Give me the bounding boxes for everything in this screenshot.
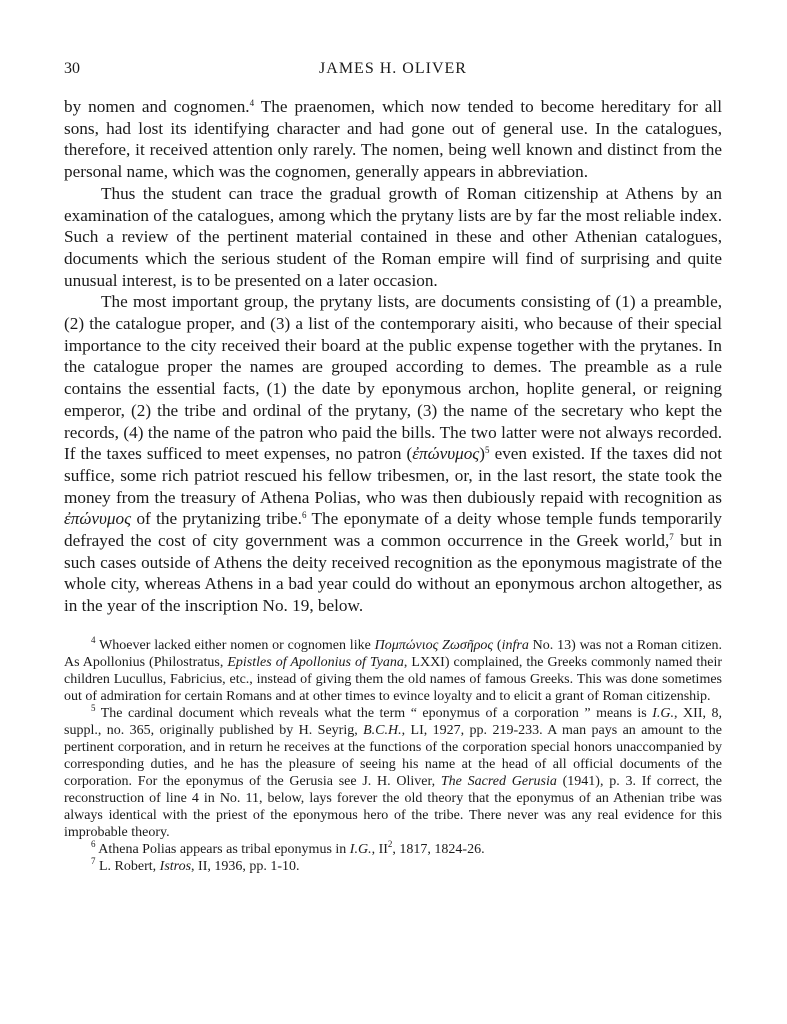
greek-term-eponymos: ἐπώνυμος <box>64 509 132 529</box>
footnote-ref-5: 5 <box>485 445 490 456</box>
footnote-7: $^7$ L. Robert, Istros, II, 1936, pp. 1-10. <box>91 855 300 874</box>
paragraph-2: Thus the student can trace the gradual growth of Roman citizenship at Athens by an examination of the catalogues, among which the prytany lists are by far the most reliable index. Such a review of the pertinent material contained in these and other Athenian catalogues, documents which the serious student of the Roman empire will find of surprising and quite unusual interest, is to be presented on a later occasion. <box>64 183 722 290</box>
body-text <box>64 96 722 617</box>
footnote-ref-6: 6 <box>301 510 307 521</box>
running-head: JAMES H. OLIVER <box>319 60 467 77</box>
paragraph-1: by nomen and cognomen.$^4$ The praenomen, which now tended to become hereditary for all sons, had lost its identifying character and had gone out of general use. In the catalogues, therefore, it received attention only rarely. The nomen, being well known and distinct from the personal name, which was the cognomen, generally appears in abbreviation. <box>64 97 722 182</box>
footnote-4: $^4$ Whoever lacked either nomen or cognomen like Πομπώνιος Ζωσῆρος (infra No. 13) was not a Roman citizen. As Apollonius (Philostratus, Epistles of Apollonius of Tyana, LXXI) complained, the Greeks commonly named their children Lucullus, Fabricius, etc., instead of giving them the old names of famous Greeks. This was done sometimes out of admiration for certain Romans and at other times to evince loyalty and to elicit a grant of Roman citizenship. <box>64 634 723 704</box>
page-number: 30 <box>64 60 80 77</box>
page <box>64 60 722 875</box>
footnote-ref-4: 4 <box>249 98 255 108</box>
greek-term-eponymos: ἐπώνυμος <box>412 444 480 464</box>
footnote-5: $^5$ The cardinal document which reveals what the term “ eponymus of a corporation ” means is I.G., XII, 8, suppl., no. 365, originally published by H. Seyrig, B.C.H., LI, 1927, pp. 219-233. A man pays an amount to the pertinent corporation, and in return he receives at the functions of the corporation special honors unaccompanied by corresponding duties, and he has the pleasure of seeing his name at the head of all official documents of the corporation. For the eponymus of the Gerusia see J. H. Oliver, The Sacred Gerusia (1941), p. 3. If correct, the reconstruction of line 4 in No. 11, below, lays forever the old theory that the eponymus of an Athenian tribe was always identical with the priest of the eponymous hero of the tribe. There never was any real evidence for this improbable theory. <box>64 702 723 840</box>
footnotes <box>64 634 723 875</box>
paragraph-3: The most important group, the prytany lists, are documents consisting of (1) a preamble, (2) the catalogue proper, and (3) a list of the contemporary aisiti, who because of their special importance to the city received their board at the public expense together with the prytanes. In the catalogue proper the names are grouped according to demes. The preamble as a rule contains the essential facts, (1) the date by eponymous archon, hoplite general, or reigning emperor, (2) the tribe and ordinal of the prytany, (3) the name of the secretary who kept the records, (4) the name of the patron who paid the bills. The two latter were not always recorded. If the taxes sufficed to meet expenses, no patron (ἐπώνυμος)$^5$ even existed. If the taxes did not suffice, some rich patriot rescued his fellow tribesmen, or, in the last resort, the state took the money from the treasury of Athena Polias, who was then dubiously repaid with recognition as ἐπώνυμος of the prytanizing tribe.$^6$ The eponymate of a deity whose temple funds temporarily defrayed the cost of city government was a common occurrence in the Greek world,$^7$ but in such cases outside of Athens the deity received recognition as the eponymous magistrate of the whole city, whereas Athens in a bad year could do without an eponymous archon altogether, as in the year of the inscription No. 19, below. <box>64 292 723 616</box>
page-header <box>64 60 722 86</box>
footnote-ref-7: 7 <box>669 532 674 543</box>
footnote-6: $^6$ Athena Polias appears as tribal eponymus in I.G., $II^2$, 1817, 1824-26. <box>91 838 485 857</box>
